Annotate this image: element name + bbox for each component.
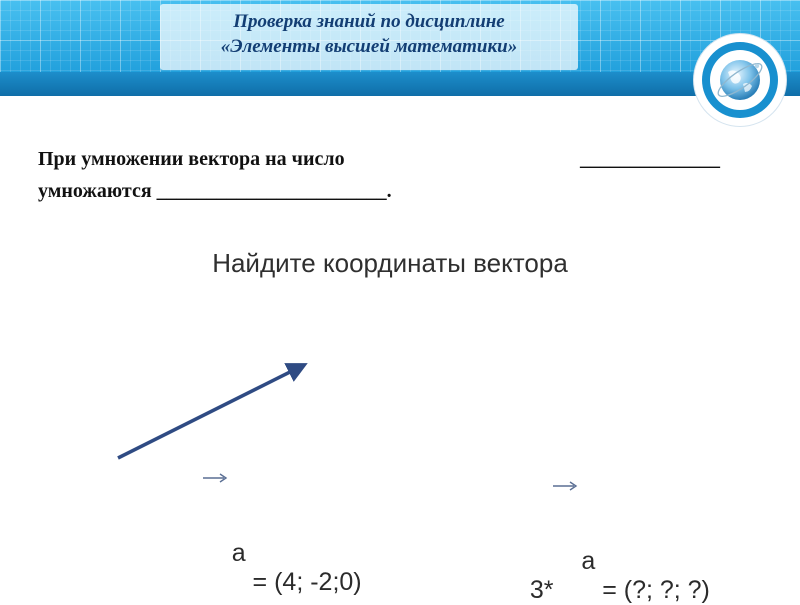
vector-formula	[190, 452, 362, 597]
product-coordinates: = (?; ?; ?)	[595, 576, 710, 604]
product-formula	[516, 460, 710, 605]
title-line-2: «Элементы высшей математики»	[220, 36, 518, 57]
vector-symbol	[204, 481, 246, 597]
header-band	[0, 72, 800, 96]
task-line-2: умножаются _______________________.	[38, 180, 392, 202]
globe-icon	[712, 52, 768, 108]
task-line-1: При умножении вектора на число	[38, 148, 345, 170]
vector-arrow-icon	[552, 480, 578, 492]
product-vector-symbol	[554, 489, 596, 605]
vector-arrow-drawing	[110, 355, 320, 465]
title-line-1: Проверка знаний по дисциплине	[233, 11, 505, 32]
answer-blank-1: ______________	[580, 148, 720, 170]
product-vector-letter: a	[581, 547, 596, 575]
vector-letter: a	[231, 539, 246, 567]
multiplier: 3*	[529, 576, 554, 604]
vector-arrow-icon	[202, 472, 228, 484]
vector-coordinates: = (4; -2;0)	[245, 568, 362, 596]
exercise-heading: Найдите координаты вектора	[212, 248, 568, 278]
